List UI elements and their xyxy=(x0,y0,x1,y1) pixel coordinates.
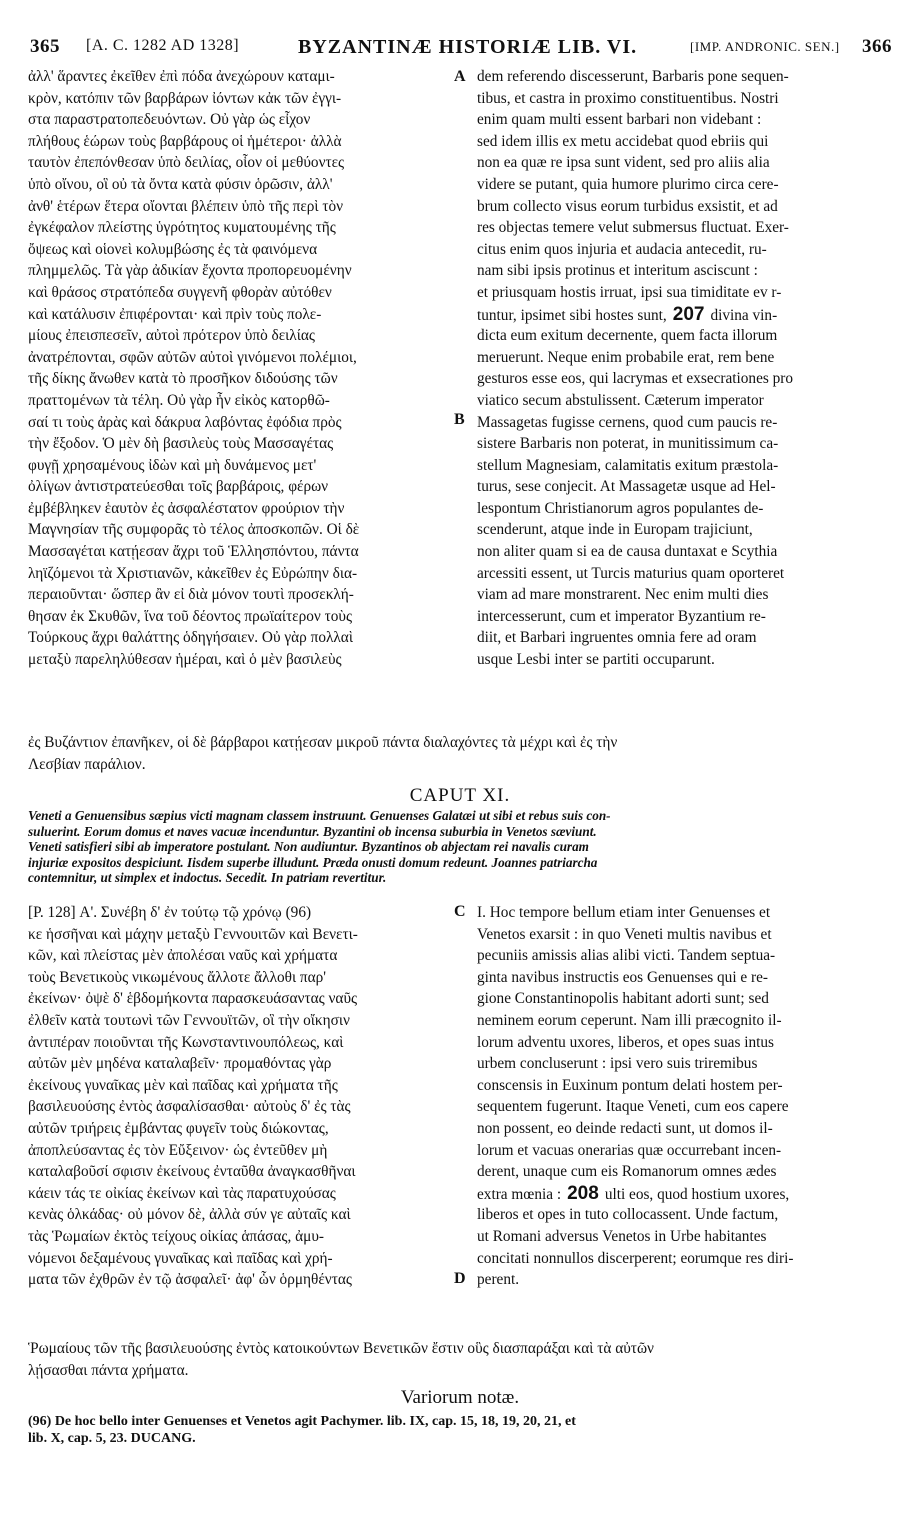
greek-text-line: τοὺς Βενετικοὺς νικωμένους ἄλλοτε ἄλλοθι παρ' xyxy=(28,968,327,986)
greek-column-1 xyxy=(28,66,458,671)
greek-text-line: τὰς Ῥωμαίων ἐκτὸς τείχους οἰκίας ἁπάσας, ἀμυ- xyxy=(28,1227,324,1245)
latin-text-line: I. Hoc tempore bellum etiam inter Genuenses et xyxy=(477,904,771,921)
latin-text-fragment: tuntur, ipsimet sibi hostes sunt, xyxy=(477,306,667,324)
greek-text-line: ἐμβέβληκεν ἑαυτὸν ἐς ἀσφαλέστατον φρούριον τὴν xyxy=(28,499,345,517)
greek-text-line: ἀποπλεύσαντας ἐς τὸν Εὔξεινον· ὡς ἐντεῦθεν μὴ xyxy=(28,1141,328,1159)
greek-text-line: ἀλλ' ἅραντες ἐκεῖθεν ἐπὶ πόδα ἀνεχώρουν καταμι- xyxy=(28,68,335,85)
latin-text-line: res objectas temere velut submersus fluctuat. Exer- xyxy=(477,219,789,237)
latin-text-fragment: divina vin- xyxy=(710,306,778,324)
footnote-line: lib. X, cap. 5, 23. DUCANG. xyxy=(28,1431,196,1446)
latin-text-line: lorum adventu uxores, liberos, et opes suas intus xyxy=(477,1033,774,1051)
greek-text-line: πραττομένων τὰ τέλη. Οὐ γὰρ ἦν εἰκὸς κατορθῶ- xyxy=(28,391,330,409)
latin-text-line: derent, unaque cum eis Romanorum omnes ædes xyxy=(477,1163,777,1181)
greek-text-line: Μαγνησίαν τῆς συμφορᾶς τὸ τέλος ἀποσκοπῶν. Οἱ δὲ xyxy=(28,521,360,539)
page-number-right: 366 xyxy=(862,36,892,57)
greek-text-line: κάειν τάς τε οἰκίας ἐκείνων καὶ τὰς παρατυχούσας xyxy=(28,1184,336,1202)
summary-line: injuriæ expositos despiciunt. Iisdem superbe illudunt. Præda onusti domum redeunt. Joannes patriarcha xyxy=(28,854,598,870)
latin-text-line: nam sibi ipsis protinus et interitum asciscunt : xyxy=(477,262,758,280)
running-title: BYZANTINÆ HISTORIÆ LIB. VI. xyxy=(298,36,638,58)
greek-text-line: θησαν ἐκ Σκυθῶν, ἵνα τοῦ δέοντος πρωϊαίτερον τοὺς xyxy=(28,607,353,625)
margin-mark-a: A xyxy=(454,68,466,85)
greek-text-line: ματα τῶν ἐχθρῶν ἐν τῷ ἀσφαλεῖ· ἀφ' ὧν ὁρμηθέντας xyxy=(28,1271,352,1289)
latin-text-line: sequentem fugerunt. Itaque Veneti, cum eos capere xyxy=(477,1098,789,1116)
latin-text-line: viam ad mare monstrarent. Nec enim multi dies xyxy=(477,586,769,604)
latin-text-line xyxy=(477,1183,897,1205)
footnote-line: (96) De hoc bello inter Genuenses et Venetos agit Pachymer. lib. IX, cap. 15, 18, 19, 20, 21, et xyxy=(28,1414,576,1429)
greek-text-line: ὄψεως καὶ οἱονεὶ κολυμβώσης ἐς τὰ φαινόμενα xyxy=(28,240,318,258)
latin-text-line: Venetos exarsit : in quo Veneti multis navibus et xyxy=(477,925,772,943)
latin-text-line: neminem eorum ceperunt. Nam illi præcognito il- xyxy=(477,1011,782,1029)
running-header xyxy=(30,36,892,62)
latin-text-line: sistere Barbaris non poterat, in munitissimum ca- xyxy=(477,435,779,453)
greek-text-line: Τούρκους ἄχρι θαλάττης ὁδηγήσαιεν. Οὐ γὰρ πολλαὶ xyxy=(28,629,353,647)
greek-text-line: ἐς Βυζάντιον ἐπανῆκεν, οἱ δὲ βάρβαροι κατῄεσαν μικροῦ πάντα διαλαχόντες τὰ μέχρι καὶ ἐς τὴν xyxy=(28,734,618,751)
latin-text-line xyxy=(477,304,897,326)
latin-column-1 xyxy=(477,66,897,671)
greek-text-line: στα παραστρατοπεδευόντων. Οὐ γὰρ ὡς εἶχον xyxy=(28,111,311,129)
latin-text-line: dem referendo discesserunt, Barbaris pone sequen- xyxy=(477,68,789,85)
latin-text-line: Massagetas fugisse cernens, quod cum paucis re- xyxy=(477,413,778,431)
latin-text-line: stellum Magnesiam, calamitatis exitum præstola- xyxy=(477,456,779,474)
greek-text-line: τῆς δίκης ἄνωθεν κατὰ τὸ προσῆκον διδούσης τῶν xyxy=(28,370,338,388)
latin-text-line: pecuniis amissis alias alibi victi. Tandem septua- xyxy=(477,947,776,965)
greek-text-line: καταλαβοῦσί σφισιν ἐκείνους ἐνταῦθα ἀναγκασθῆναι xyxy=(28,1163,356,1181)
latin-text-line: tibus, et castra in proximo constituentibus. Nostri xyxy=(477,89,779,107)
greek-text-line: Ῥωμαίους τῶν τῆς βασιλευούσης ἐντὸς κατοικούντων Βενετικῶν ἔστιν οὓς διασπαράξαι καὶ τὰ αὐτῶν xyxy=(28,1340,654,1357)
greek-text-line: κρὸν, κατόπιν τῶν βαρβάρων ἰόντων κἀκ τῶν ἐγγι- xyxy=(28,89,342,107)
latin-text-line: diit, et Barbari ingruentes omnia fere ad oram xyxy=(477,629,757,647)
latin-text-line: ut Romani adversus Venetos in Urbe habitantes xyxy=(477,1227,767,1245)
greek-text-line: ἐγκέφαλον πλείστης ὑγρότητος κυματουμένης τῆς xyxy=(28,219,336,237)
greek-text-line: περαιοῦνται· ὥσπερ ἂν εἰ διὰ μόνον τουτὶ προσεκλή- xyxy=(28,586,354,604)
page-ref-208: 208 xyxy=(567,1182,599,1204)
margin-mark-b: B xyxy=(454,411,465,428)
latin-text-line: conscensis in Euxinum pontum delati hostem per- xyxy=(477,1076,783,1094)
greek-text-line: κῶν, καὶ πλείστας μὲν ἀπολέσαι ναῦς καὶ χρήματα xyxy=(28,947,338,965)
latin-text-line: lorum et vacuas onerarias quæ occurrebant incen- xyxy=(477,1141,782,1159)
latin-text-line: et priusquam hostis irruat, ipsi sua timiditate ev r- xyxy=(477,283,782,301)
latin-text-line: dicta eum exitum decernente, quem facta illorum xyxy=(477,327,778,345)
greek-text-line: καὶ κατάλυσιν ἐπιφέρονται· καὶ πρὶν τοὺς πολε- xyxy=(28,305,322,323)
latin-text-line: scenderunt, atque inde in Europam trajiciunt, xyxy=(477,521,753,539)
greek-text-line: κε ἡσσῆναι καὶ μάχην μεταξὺ Γεννουιτῶν καὶ Βενετι- xyxy=(28,925,358,943)
footnotes xyxy=(28,1413,894,1447)
greek-text-line: ἐλθεῖν κατὰ τουτωνὶ τῶν Γεννουϊτῶν, οἳ τὴν οἴκησιν xyxy=(28,1011,350,1029)
greek-text-line: ἐκείνων· ὀψὲ δ' ἑβδομήκοντα παρασκευάσαντας ναῦς xyxy=(28,990,358,1008)
greek-text-line: βασιλευούσης ἐντὸς ἀσφαλίσασθαι· αὐτοὺς δ' ἐς τὰς xyxy=(28,1098,351,1116)
latin-text-line: non ea quæ re ipsa sunt vident, sed pro aliis alia xyxy=(477,154,770,172)
year-range: [A. C. 1282 AD 1328] xyxy=(86,37,240,54)
latin-text-line: brum collecto visus eorum turbidus exsistit, et ad xyxy=(477,197,778,215)
chapter-summary xyxy=(28,808,894,886)
greek-text-line: ἀντιπέραν ποιοῦνται τῆς Κωνσταντινουπόλεως, καὶ xyxy=(28,1033,344,1051)
greek-column-2 xyxy=(28,902,458,1291)
greek-text-line: Λεσβίαν παράλιον. xyxy=(28,756,146,773)
page-number-left: 365 xyxy=(30,36,60,57)
latin-text-line: citus enim quos injuria et audacia antecedit, ru- xyxy=(477,240,767,258)
latin-text-line: sed idem illis ex metu accidebat quod ebriis qui xyxy=(477,132,769,150)
latin-text-line: concitati nonnullos discerperent; eorumque res diri- xyxy=(477,1249,794,1267)
greek-text-line: σαί τι τοὺς ἀρὰς καὶ δάκρυα λαβόντας ἐφόδια πρὸς xyxy=(28,413,342,431)
latin-text-line: non possent, eo deinde redacti sunt, ut domos il- xyxy=(477,1119,773,1137)
greek-text-line: μίους ἐπεισπεσεῖν, αὐτοὶ πρότερον ὑπὸ δειλίας xyxy=(28,327,315,345)
greek-text-line: ἀνατρέπονται, σφῶν αὐτῶν αὐτοὶ γινόμενοι πολέμιοι, xyxy=(28,348,357,366)
greek-text-line: νόμενοι δεξαμένους γυναῖκας καὶ παῖδας καὶ χρή- xyxy=(28,1249,333,1267)
page-ref-207: 207 xyxy=(672,303,705,325)
latin-text-fragment: extra mœnia : xyxy=(477,1185,562,1203)
greek-text-line: αὐτῶν μὲν μηδένα καταλαβεῖν· προμαθόντας γὰρ xyxy=(28,1055,332,1073)
summary-line: contemnitur, ut simplex et indoctus. Secedit. In patriam revertitur. xyxy=(28,870,387,886)
greek-text-line: φυγῇ χρησαμένους ἰδὼν καὶ μὴ δυνάμενος μετ' xyxy=(28,456,317,474)
summary-line: Veneti a Genuensibus sæpius victi magnam classem instruunt. Genuenses Galatæi ut sibi et rebus suis con- xyxy=(28,808,611,823)
latin-text-line: ginta navibus instructis eos Genuenses qui e re- xyxy=(477,968,768,986)
greek-text-line: λῄσασθαι πάντα χρήματα. xyxy=(28,1362,189,1379)
latin-text-line: lespontum Christianorum agros populantes de- xyxy=(477,499,764,517)
latin-text-line: videre se putant, quia humore plurimo circa cere- xyxy=(477,175,779,193)
latin-text-line: arcessiti essent, ut Turcis maturius quam oporteret xyxy=(477,564,785,582)
latin-text-line: perent. xyxy=(477,1271,520,1289)
greek-text-line: [P. 128] Α'. Συνέβη δ' ἐν τούτῳ τῷ χρόνῳ (96) xyxy=(28,904,312,921)
latin-text-line: liberos et opes in tuto collocassent. Unde factum, xyxy=(477,1206,779,1224)
latin-text-line: gione Constantinopolis habitant adorti sunt; sed xyxy=(477,990,769,1008)
emperor-label: [IMP. ANDRONIC. SEN.] xyxy=(690,39,840,54)
greek-text-line: ταυτὸν ἐπεπόνθεσαν ὑπὸ δειλίας, οἷον οἱ μεθύοντες xyxy=(28,154,345,172)
greek-text-line: Μασσαγέται κατῄεσαν ἄχρι τοῦ Ἑλλησπόντου, πάντα xyxy=(28,543,359,561)
margin-mark-d: D xyxy=(454,1270,466,1287)
greek-text-line: μεταξὺ παρεληλύθεσαν ἡμέραι, καὶ ὁ μὲν βασιλεὺς xyxy=(28,651,342,669)
greek-text-line: ὀλίγων ἀντιστρατεύεσθαι τοῖς βαρβάροις, φέρων xyxy=(28,478,329,496)
greek-text-line: ἀνθ' ἑτέρων ἕτερα οἴονται βλέπειν ὑπὸ τῆς περὶ τὸν xyxy=(28,197,344,215)
greek-text-line: αὐτῶν τριήρεις ἐμβάντας φυγεῖν τοὺς διώκοντας, xyxy=(28,1119,329,1137)
latin-text-line: intercesserunt, cum et imperator Byzantium re- xyxy=(477,607,766,625)
latin-text-line: meruerunt. Neque enim probabile erat, rem bene xyxy=(477,348,775,366)
full-width-text-2 xyxy=(28,1338,894,1382)
chapter-title: CAPUT XI. xyxy=(409,785,511,806)
latin-column-2 xyxy=(477,902,897,1291)
latin-text-line: gesturos esse eos, qui lacrymas et exsecrationes pro xyxy=(477,370,794,388)
greek-text-line: πλημμελῶς. Τὰ γὰρ ἀδικίαν ἔχοντα προπορευομένην xyxy=(28,262,352,280)
greek-text-line: ἐκείνους γυναῖκας μὲν καὶ παῖδας καὶ χρήματα τῆς xyxy=(28,1076,338,1094)
greek-text-line: ὑπὸ οἴνου, οἳ οὐ τὰ ὄντα κατὰ φύσιν ὁρῶσιν, ἀλλ' xyxy=(28,175,333,193)
greek-text-line: καὶ θράσος στρατόπεδα συγγενῆ φθορὰν αὐτόθεν xyxy=(28,283,332,301)
latin-text-fragment: ulti eos, quod hostium uxores, xyxy=(604,1185,790,1203)
margin-mark-c: C xyxy=(454,903,466,920)
greek-text-line: κενὰς ὁλκάδας· οὐ μόνον δὲ, ἀλλὰ σύν γε αὐταῖς καὶ xyxy=(28,1206,351,1224)
greek-text-line: ληϊζόμενοι τὰ Χριστιανῶν, κἀκεῖθεν ἐς Εὐρώπην δια- xyxy=(28,564,358,582)
full-width-text-1 xyxy=(28,732,894,776)
latin-text-line: enim quam multi essent barbari non videbant : xyxy=(477,111,762,129)
latin-text-line: non aliter quam si ea de causa duntaxat e Scythia xyxy=(477,543,778,561)
greek-text-line: τὴν ἔξοδον. Ὁ μὲν δὴ βασιλεὺς τοὺς Μασσαγέτας xyxy=(28,435,334,453)
latin-text-line: viatico secum abstulissent. Cæterum imperator xyxy=(477,391,764,409)
latin-text-line: usque Lesbi inter se partiti occuparunt. xyxy=(477,651,715,669)
greek-text-line: πλήθους ἑώρων τοὺς βαρβάρους οἱ ἡμέτεροι· ἀλλὰ xyxy=(28,132,342,150)
summary-line: Veneti satisfieri sibi ab imperatore postulant. Non audiuntur. Byzantinos ob abjectam rei navalis curam xyxy=(28,839,589,855)
latin-text-line: turus, sese conjecit. At Massagetæ usque ad Hel- xyxy=(477,478,776,496)
latin-text-line: urbem concluserunt : ipsi vero suis triremibus xyxy=(477,1055,758,1073)
summary-line: suluerint. Eorum domus et naves vacuæ incenduntur. Byzantini ob incensa suburbia in Venetos sæviunt. xyxy=(28,823,597,839)
notes-title: Variorum notæ. xyxy=(400,1387,520,1408)
